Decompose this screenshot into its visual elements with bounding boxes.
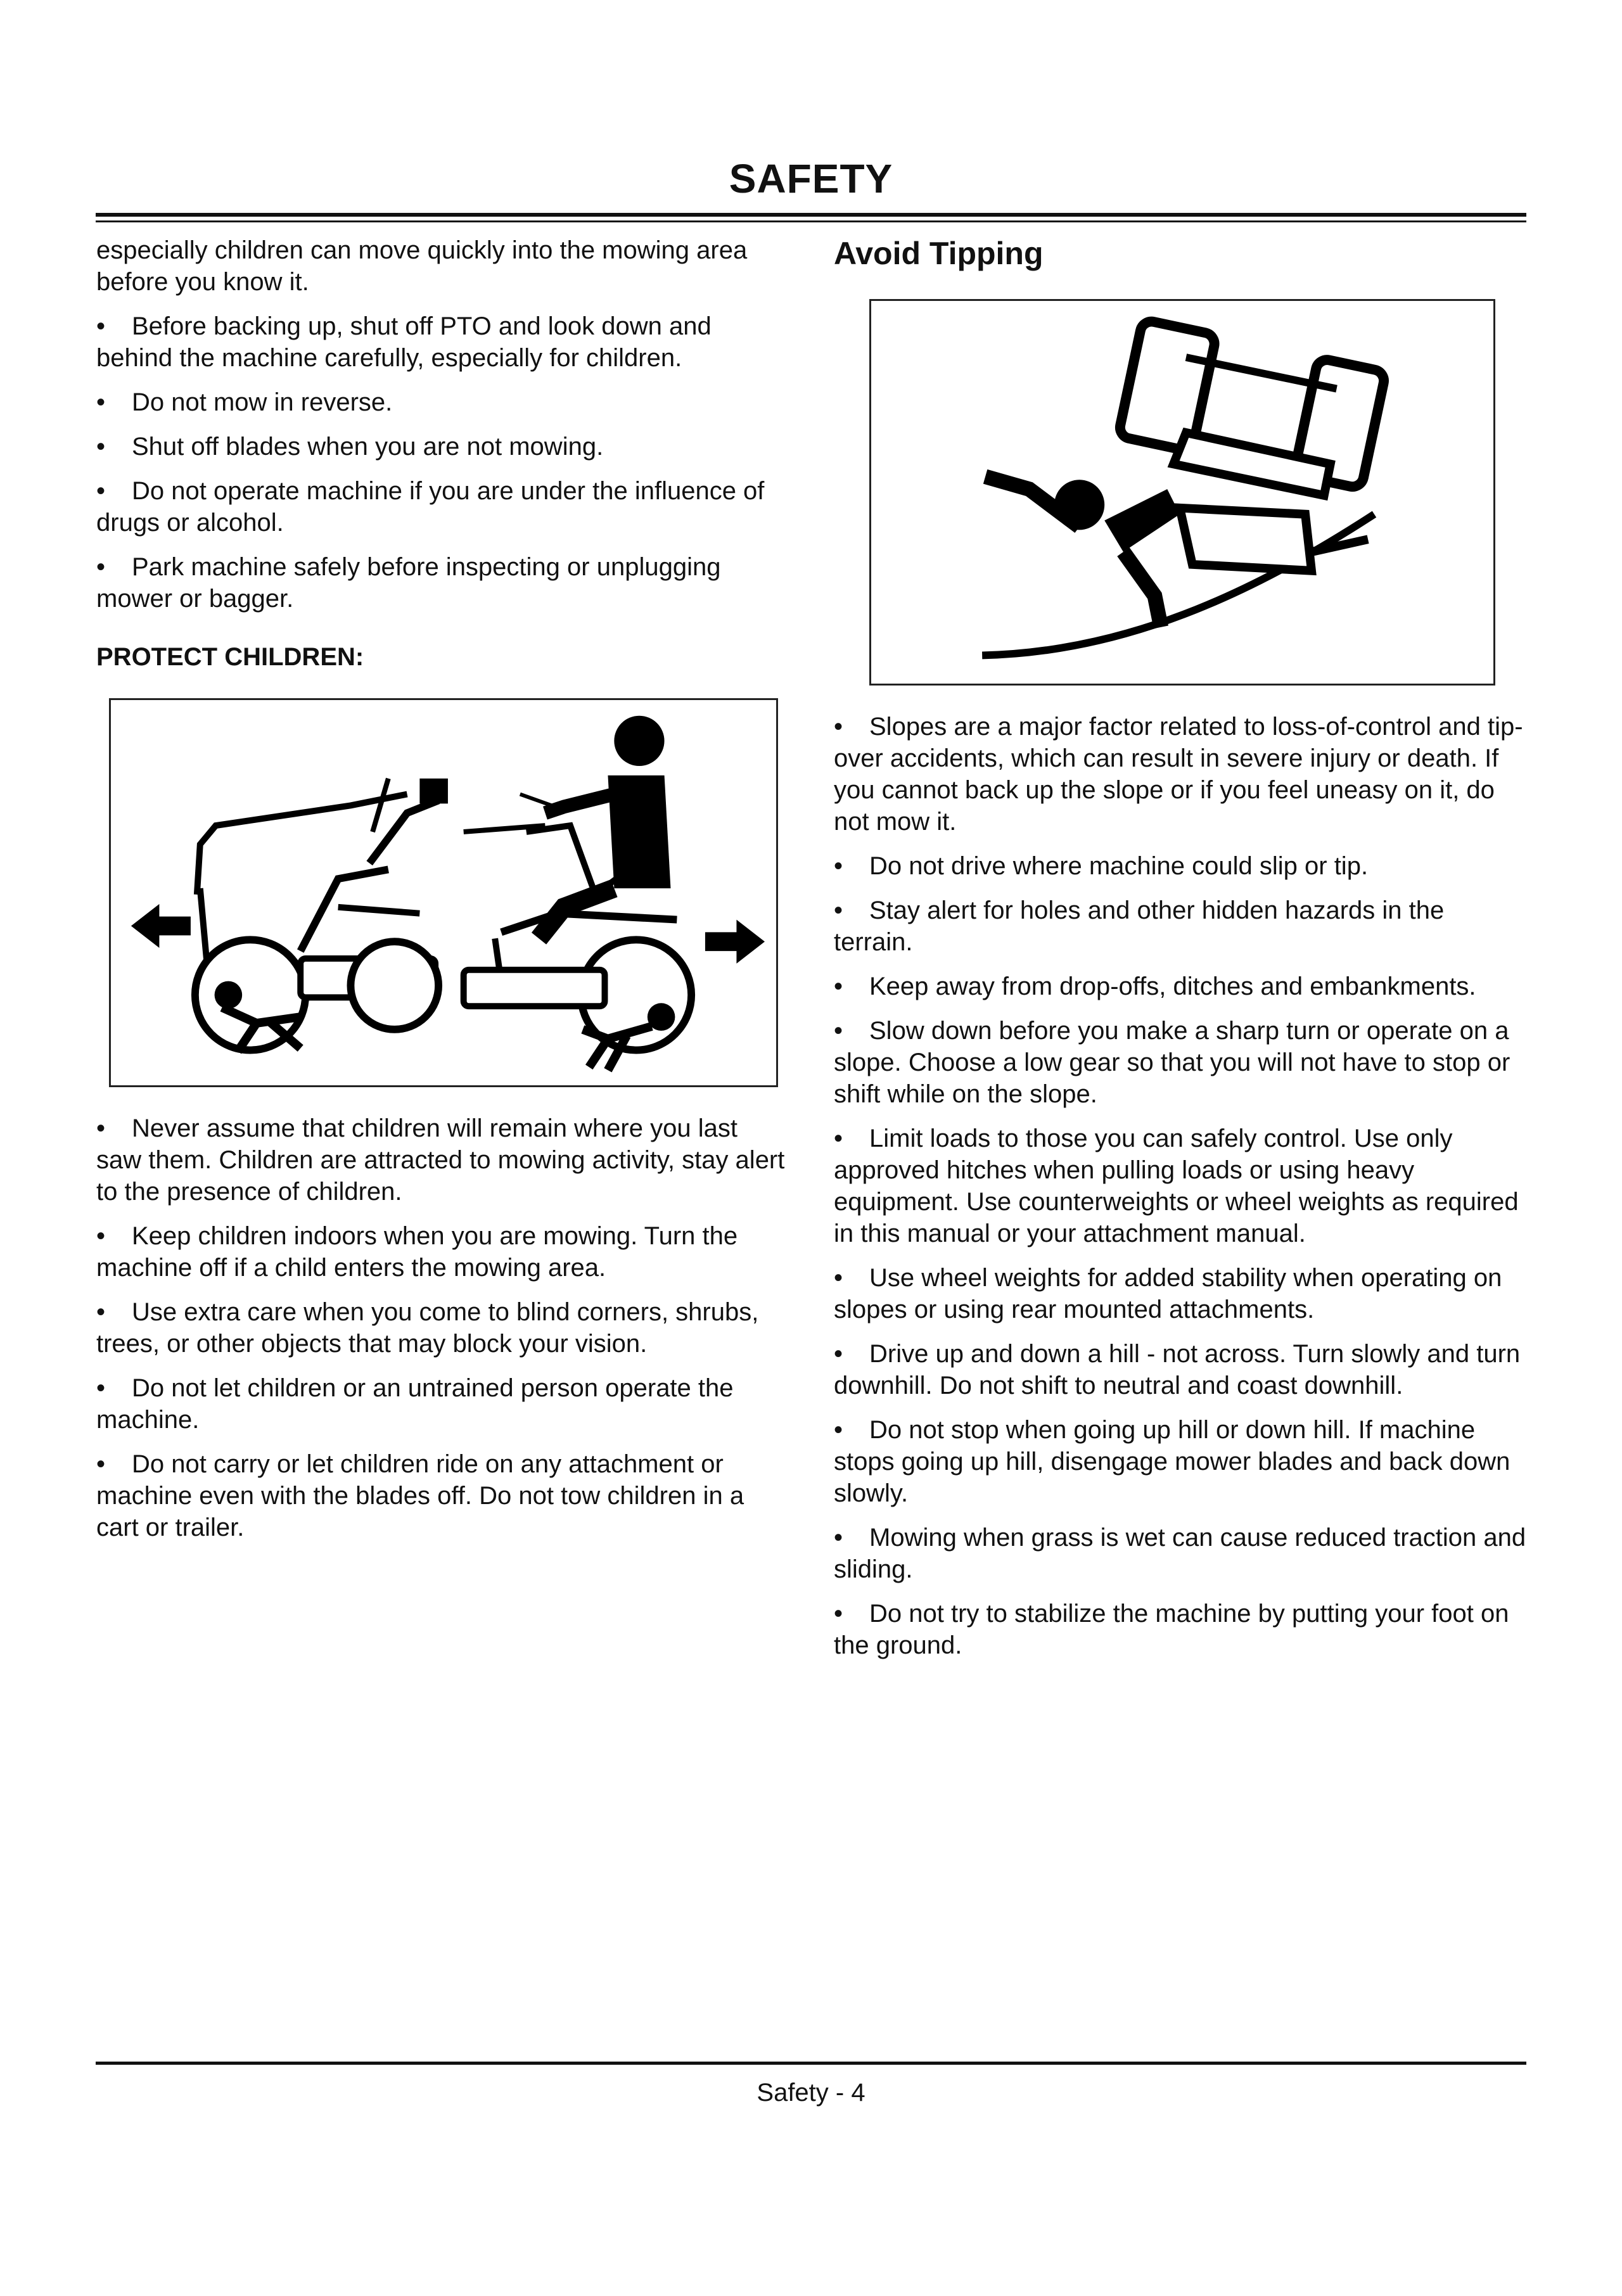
bullet-slopes-factor: • Slopes are a major factor related to loss-of-control and tip-over accidents, which can result in severe injury or death. If you cannot back up the slope or if you feel uneasy on it, do not mow it. [834, 711, 1527, 838]
tipping-tractor-drawing [871, 301, 1493, 684]
bullet-park-safely: • Park machine safely before inspecting or unplugging mower or bagger. [96, 551, 787, 615]
bullet-backing-up: • Before backing up, shut off PTO and look down and behind the machine carefully, especially for children. [96, 310, 787, 374]
left-column [96, 234, 787, 1556]
bullet-up-and-down: • Drive up and down a hill - not across. Turn slowly and turn downhill. Do not shift to neutral and coast downhill. [834, 1338, 1527, 1401]
bullet-hidden-hazards: • Stay alert for holes and other hidden hazards in the terrain. [834, 895, 1527, 958]
header-rule-thick [96, 213, 1526, 217]
bullet-drop-offs: • Keep away from drop-offs, ditches and embankments. [834, 971, 1527, 1002]
bullet-untrained-person: • Do not let children or an untrained person operate the machine. [96, 1372, 787, 1436]
protect-children-illustration [109, 698, 778, 1087]
bullet-slip-or-tip: • Do not drive where machine could slip or tip. [834, 850, 1527, 882]
page-title: SAFETY [729, 156, 893, 201]
intro-text: especially children can move quickly into the mowing area before you know it. [96, 236, 748, 296]
header-rule-thin [96, 220, 1526, 222]
bullet-drugs-alcohol: • Do not operate machine if you are under the influence of drugs or alcohol. [96, 475, 787, 539]
bullet-wet-grass: • Mowing when grass is wet can cause reduced traction and sliding. [834, 1522, 1527, 1585]
bullet-wheel-weights: • Use wheel weights for added stability when operating on slopes or using rear mounted attachments. [834, 1262, 1527, 1325]
bullet-blind-corners: • Use extra care when you come to blind corners, shrubs, trees, or other objects that may block your vision. [96, 1296, 787, 1360]
bullet-foot-on-ground: • Do not try to stabilize the machine by putting your foot on the ground. [834, 1598, 1527, 1661]
children-tractor-drawing [111, 700, 776, 1085]
protect-children-heading: PROTECT CHILDREN: [96, 643, 364, 671]
right-column [834, 234, 1527, 1674]
bullet-never-assume: • Never assume that children will remain where you last saw them. Children are attracted to mowing activity, stay alert to the presence of children. [96, 1113, 787, 1208]
avoid-tipping-illustration [869, 299, 1495, 686]
bullet-slow-down: • Slow down before you make a sharp turn or operate on a slope. Choose a low gear so that you will not have to stop or shift while on the slope. [834, 1015, 1527, 1110]
bullet-do-not-stop: • Do not stop when going up hill or down hill. If machine stops going up hill, disengage mower blades and back down slowly. [834, 1414, 1527, 1509]
avoid-tipping-heading: Avoid Tipping [834, 236, 1044, 271]
page-number: Safety - 4 [757, 2079, 865, 2107]
bullet-no-riders: • Do not carry or let children ride on any attachment or machine even with the blades off. Do not tow children in a cart or trailer. [96, 1448, 787, 1543]
bullet-no-reverse: • Do not mow in reverse. [96, 386, 787, 418]
bullet-limit-loads: • Limit loads to those you can safely control. Use only approved hitches when pulling loads or using heavy equipment. Use counterweights or wheel weights as required in this manual or your attachment manual. [834, 1123, 1527, 1249]
bullet-shut-off-blades: • Shut off blades when you are not mowing. [96, 431, 787, 462]
bullet-keep-indoors: • Keep children indoors when you are mowing. Turn the machine off if a child enters the mowing area. [96, 1220, 787, 1284]
footer-rule [96, 2062, 1526, 2065]
